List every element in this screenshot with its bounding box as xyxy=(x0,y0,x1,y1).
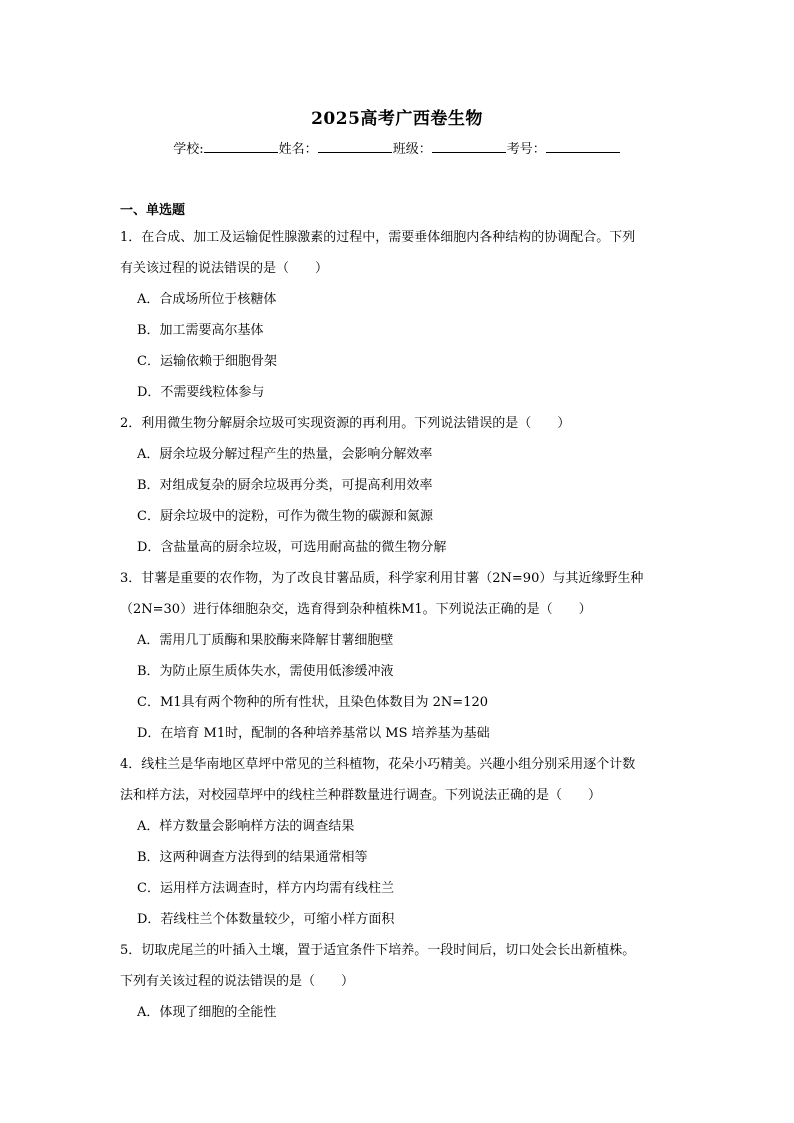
question-5 xyxy=(120,935,680,1028)
question-1-option-a: A．合成场所位于核糖体 xyxy=(137,292,277,307)
question-2-option-d: D．含盐量高的厨余垃圾，可选用耐高盐的微生物分解 xyxy=(137,540,447,555)
question-4-option-d: D．若线柱兰个体数量较少，可缩小样方面积 xyxy=(137,912,395,927)
section-heading: 一、单选题 xyxy=(120,203,186,218)
question-4-option-b: B．这两种调查方法得到的结果通常相等 xyxy=(137,850,368,865)
exam-number-blank[interactable] xyxy=(546,140,620,153)
question-4 xyxy=(120,749,680,935)
question-1-option-d: D．不需要线粒体参与 xyxy=(137,385,265,400)
question-2 xyxy=(120,408,680,563)
question-2-option-c: C．厨余垃圾中的淀粉，可作为微生物的碳源和氮源 xyxy=(137,509,433,524)
question-3-line-2: （2N=30）进行体细胞杂交，选育得到杂种植株M1。下列说法正确的是（ ） xyxy=(120,602,592,617)
question-3-line-1: 3．甘薯是重要的农作物，为了改良甘薯品质，科学家利用甘薯（2N=90）与其近缘野生种 xyxy=(120,571,644,586)
question-2-line-1: 2．利用微生物分解厨余垃圾可实现资源的再利用。下列说法错误的是（ ） xyxy=(120,416,571,431)
student-info-line xyxy=(0,138,794,157)
name-blank[interactable] xyxy=(318,140,392,153)
question-3 xyxy=(120,563,680,749)
question-1-option-b: B．加工需要高尔基体 xyxy=(137,323,264,338)
question-1-line-2: 有关该过程的说法错误的是（ ） xyxy=(120,261,329,276)
question-3-option-c: C．M1具有两个物种的所有性状，且染色体数目为 2N=120 xyxy=(137,695,489,710)
exam-content xyxy=(120,200,680,1028)
question-1-line-1: 1．在合成、加工及运输促性腺激素的过程中，需要垂体细胞内各种结构的协调配合。下列 xyxy=(120,230,636,245)
exam-number-label: 考号： xyxy=(506,142,546,157)
school-blank[interactable] xyxy=(204,140,278,153)
question-5-option-a: A．体现了细胞的全能性 xyxy=(137,1005,277,1020)
question-2-option-b: B．对组成复杂的厨余垃圾再分类，可提高利用效率 xyxy=(137,478,433,493)
question-3-option-a: A．需用几丁质酶和果胶酶来降解甘薯细胞壁 xyxy=(137,633,394,648)
question-3-option-b: B．为防止原生质体失水，需使用低渗缓冲液 xyxy=(137,664,394,679)
page-title: 2025高考广西卷生物 xyxy=(311,109,483,129)
question-3-option-d: D．在培育 M1时，配制的各种培养基常以 MS 培养基为基础 xyxy=(137,726,490,741)
name-label: 姓名： xyxy=(278,142,318,157)
question-5-line-2: 下列有关该过程的说法错误的是（ ） xyxy=(120,974,355,989)
question-4-option-a: A．样方数量会影响样方法的调查结果 xyxy=(137,819,355,834)
question-5-line-1: 5．切取虎尾兰的叶插入土壤，置于适宜条件下培养。一段时间后，切口处会长出新植株。 xyxy=(120,943,636,958)
question-4-line-1: 4．线柱兰是华南地区草坪中常见的兰科植物，花朵小巧精美。兴趣小组分别采用逐个计数 xyxy=(120,757,636,772)
class-label: 班级： xyxy=(392,142,432,157)
question-4-line-2: 法和样方法，对校园草坪中的线柱兰种群数量进行调查。下列说法正确的是（ ） xyxy=(120,788,602,803)
question-1-option-c: C．运输依赖于细胞骨架 xyxy=(137,354,277,369)
question-2-option-a: A．厨余垃圾分解过程产生的热量，会影响分解效率 xyxy=(137,447,433,462)
class-blank[interactable] xyxy=(432,140,506,153)
question-1 xyxy=(120,222,680,408)
question-4-option-c: C．运用样方法调查时，样方内均需有线柱兰 xyxy=(137,881,394,896)
school-label: 学校: xyxy=(173,142,204,157)
